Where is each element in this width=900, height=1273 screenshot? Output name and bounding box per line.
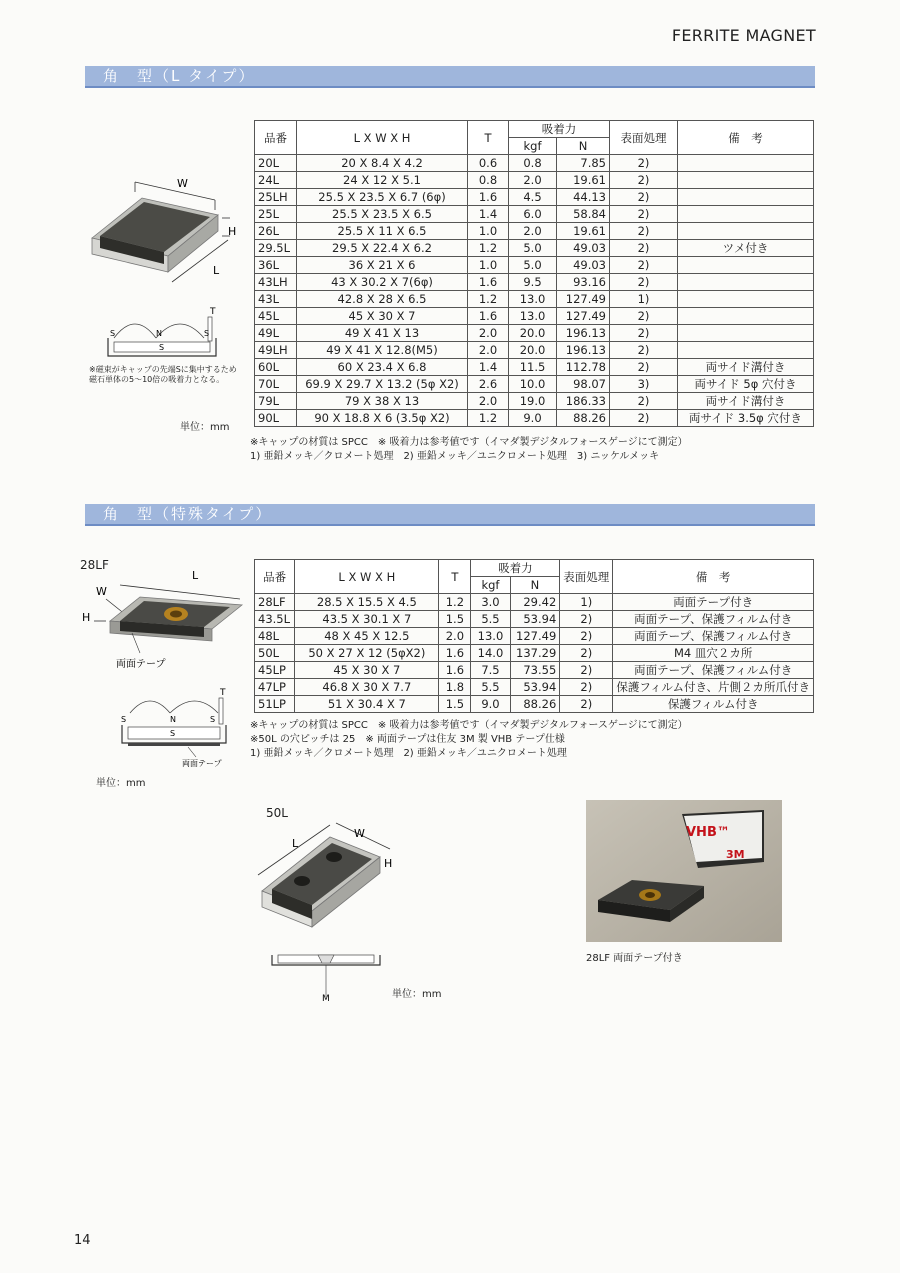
- cell-part-no: 24L: [255, 172, 297, 189]
- section2-note-2: ※50L の穴ピッチは 25 ※ 両面テープは住友 3M 製 VHB テープ仕様: [250, 734, 565, 745]
- cell-remarks: 両サイド 5φ 穴付き: [678, 376, 814, 393]
- cell-force-n: 93.16: [557, 274, 610, 291]
- table-row: [255, 308, 814, 325]
- s2-header-surface: 表面処理: [560, 560, 613, 594]
- photo-brand-text: 3M: [726, 848, 745, 861]
- cell-force-kgf: 3.0: [471, 594, 510, 611]
- cell-surface-code: 2): [560, 628, 613, 645]
- cell-part-no: 47LP: [255, 679, 295, 696]
- cell-part-no: 43L: [255, 291, 297, 308]
- cell-part-no: 70L: [255, 376, 297, 393]
- table-row: [255, 645, 814, 662]
- cell-part-no: 90L: [255, 410, 297, 427]
- 28lf-dim-h: H: [82, 611, 91, 624]
- cell-t-value: 1.5: [439, 696, 471, 713]
- cell-remarks: [678, 155, 814, 172]
- cell-t-value: 1.6: [468, 189, 509, 206]
- header-force: 吸着力: [509, 121, 610, 138]
- 50l-dim-h: H: [384, 857, 393, 870]
- cell-t-value: 2.0: [468, 393, 509, 410]
- cell-t-value: 1.2: [468, 291, 509, 308]
- header-t: T: [468, 121, 509, 155]
- cell-remarks: [678, 308, 814, 325]
- 28lf-dim-l: L: [192, 569, 199, 582]
- cell-dimensions: 48 X 45 X 12.5: [295, 628, 439, 645]
- cell-force-kgf: 2.0: [509, 172, 557, 189]
- table-row: [255, 342, 814, 359]
- cell-force-n: 88.26: [557, 410, 610, 427]
- figure-28lf-label: 28LF: [80, 558, 109, 572]
- cell-force-kgf: 5.0: [509, 240, 557, 257]
- cell-remarks: 両面テープ付き: [613, 594, 814, 611]
- cell-surface-code: 2): [610, 223, 678, 240]
- table-row: [255, 376, 814, 393]
- cell-force-kgf: 13.0: [471, 628, 510, 645]
- cell-surface-code: 1): [560, 594, 613, 611]
- cell-dimensions: 25.5 X 23.5 X 6.7 (6φ): [297, 189, 468, 206]
- cell-dimensions: 20 X 8.4 X 4.2: [297, 155, 468, 172]
- cell-force-n: 127.49: [557, 308, 610, 325]
- table-row: [255, 662, 814, 679]
- table-row: [255, 594, 814, 611]
- cell-force-kgf: 19.0: [509, 393, 557, 410]
- 28lf-flux-t: T: [220, 688, 226, 698]
- cell-dimensions: 43 X 30.2 X 7(6φ): [297, 274, 468, 291]
- table-row: [255, 291, 814, 308]
- cell-dimensions: 24 X 12 X 5.1: [297, 172, 468, 189]
- 28lf-product-photo: [586, 800, 782, 942]
- cell-t-value: 1.0: [468, 223, 509, 240]
- cell-surface-code: 2): [560, 611, 613, 628]
- s2-header-part-no: 品番: [255, 560, 295, 594]
- 28lf-tape-label: 両面テープ: [116, 659, 166, 670]
- cell-part-no: 20L: [255, 155, 297, 172]
- header-title: FERRITE MAGNET: [671, 26, 816, 45]
- cell-remarks: 保護フィルム付き、片側２カ所爪付き: [613, 679, 814, 696]
- cell-remarks: [678, 172, 814, 189]
- 28lf-flux-s-left: S: [121, 715, 127, 724]
- cell-remarks: ツメ付き: [678, 240, 814, 257]
- flux-s-right: S: [204, 329, 210, 338]
- s2-header-t: T: [439, 560, 471, 594]
- cell-t-value: 2.6: [468, 376, 509, 393]
- 28lf-diagram: [80, 565, 250, 675]
- 50l-dim-w: W: [354, 827, 365, 840]
- cell-dimensions: 90 X 18.8 X 6 (3.5φ X2): [297, 410, 468, 427]
- flux-s-bottom: S: [159, 343, 165, 352]
- table-row: [255, 410, 814, 427]
- dim-l-label: L: [213, 264, 220, 277]
- cell-t-value: 2.0: [439, 628, 471, 645]
- cell-surface-code: 2): [610, 325, 678, 342]
- cell-t-value: 1.2: [468, 410, 509, 427]
- cell-part-no: 49LH: [255, 342, 297, 359]
- cell-part-no: 28LF: [255, 594, 295, 611]
- cell-dimensions: 50 X 27 X 12 (5φX2): [295, 645, 439, 662]
- cell-remarks: 両面テープ、保護フィルム付き: [613, 611, 814, 628]
- cell-force-kgf: 5.5: [471, 611, 510, 628]
- cell-force-n: 98.07: [557, 376, 610, 393]
- cell-t-value: 0.8: [468, 172, 509, 189]
- cell-t-value: 1.6: [439, 645, 471, 662]
- cell-force-n: 127.49: [557, 291, 610, 308]
- section1-note-1: ※キャップの材質は SPCC ※ 吸着力は参考値です（イマダ製デジタルフォースゲージにて測定）: [250, 437, 688, 448]
- cell-force-n: 53.94: [510, 679, 560, 696]
- cell-force-kgf: 4.5: [509, 189, 557, 206]
- cell-force-n: 19.61: [557, 172, 610, 189]
- cell-t-value: 1.2: [468, 240, 509, 257]
- section2-note-1: ※キャップの材質は SPCC ※ 吸着力は参考値です（イマダ製デジタルフォースゲージにて測定）: [250, 720, 688, 731]
- cell-part-no: 26L: [255, 223, 297, 240]
- cell-force-kgf: 20.0: [509, 342, 557, 359]
- 50l-dim-l: L: [292, 837, 299, 850]
- cell-force-n: 49.03: [557, 240, 610, 257]
- header-surface: 表面処理: [610, 121, 678, 155]
- 28lf-flux-diagram: [100, 685, 255, 770]
- s2-header-dims: L X W X H: [295, 560, 439, 594]
- cell-dimensions: 79 X 38 X 13: [297, 393, 468, 410]
- table-row: [255, 257, 814, 274]
- cell-surface-code: 2): [610, 410, 678, 427]
- unit-label-1: 単位：mm: [180, 422, 230, 433]
- cell-dimensions: 45 X 30 X 7: [295, 662, 439, 679]
- table-row: [255, 393, 814, 410]
- cell-dimensions: 25.5 X 23.5 X 6.5: [297, 206, 468, 223]
- cell-force-kgf: 20.0: [509, 325, 557, 342]
- cell-t-value: 1.6: [439, 662, 471, 679]
- section-title-l-type: 角 型（L タイプ）: [85, 66, 815, 88]
- cell-remarks: 両面テープ、保護フィルム付き: [613, 628, 814, 645]
- cell-force-n: 127.49: [510, 628, 560, 645]
- cell-dimensions: 28.5 X 15.5 X 4.5: [295, 594, 439, 611]
- section2-note-3: 1) 亜鉛メッキ／クロメート処理 2) 亜鉛メッキ／ユニクロメート処理: [250, 748, 567, 759]
- cell-force-kgf: 9.0: [509, 410, 557, 427]
- cell-remarks: [678, 274, 814, 291]
- flux-n-label: N: [156, 329, 162, 338]
- cell-t-value: 1.6: [468, 274, 509, 291]
- l-type-spec-table: [254, 120, 814, 427]
- cell-part-no: 49L: [255, 325, 297, 342]
- cell-force-kgf: 5.0: [509, 257, 557, 274]
- cell-remarks: [678, 223, 814, 240]
- cell-surface-code: 2): [610, 274, 678, 291]
- cell-t-value: 1.5: [439, 611, 471, 628]
- cell-surface-code: 2): [610, 155, 678, 172]
- cell-t-value: 1.6: [468, 308, 509, 325]
- cell-dimensions: 29.5 X 22.4 X 6.2: [297, 240, 468, 257]
- flux-t-label: T: [210, 307, 216, 317]
- cell-force-kgf: 13.0: [509, 291, 557, 308]
- cell-remarks: [678, 189, 814, 206]
- cell-t-value: 1.2: [439, 594, 471, 611]
- cell-dimensions: 45 X 30 X 7: [297, 308, 468, 325]
- table-row: [255, 240, 814, 257]
- section1-note-2: 1) 亜鉛メッキ／クロメート処理 2) 亜鉛メッキ／ユニクロメート処理 3) ニッケルメッキ: [250, 451, 660, 462]
- cell-dimensions: 42.8 X 28 X 6.5: [297, 291, 468, 308]
- cell-force-n: 19.61: [557, 223, 610, 240]
- cell-dimensions: 60 X 23.4 X 6.8: [297, 359, 468, 376]
- header-n: N: [557, 138, 610, 155]
- cell-remarks: M4 皿穴２カ所: [613, 645, 814, 662]
- cell-surface-code: 1): [610, 291, 678, 308]
- cell-dimensions: 69.9 X 29.7 X 13.2 (5φ X2): [297, 376, 468, 393]
- cell-dimensions: 43.5 X 30.1 X 7: [295, 611, 439, 628]
- cell-part-no: 25L: [255, 206, 297, 223]
- cell-force-n: 49.03: [557, 257, 610, 274]
- cell-part-no: 48L: [255, 628, 295, 645]
- 50l-dim-m: M: [322, 994, 330, 1004]
- cell-dimensions: 46.8 X 30 X 7.7: [295, 679, 439, 696]
- cell-force-kgf: 9.0: [471, 696, 510, 713]
- cell-remarks: 両面テープ、保護フィルム付き: [613, 662, 814, 679]
- cell-force-kgf: 7.5: [471, 662, 510, 679]
- cell-part-no: 60L: [255, 359, 297, 376]
- cell-force-kgf: 5.5: [471, 679, 510, 696]
- section-title-special-type: 角 型（特殊タイプ）: [85, 504, 815, 526]
- unit-label-2: 単位：mm: [96, 778, 146, 789]
- cell-surface-code: 2): [610, 172, 678, 189]
- cell-force-n: 58.84: [557, 206, 610, 223]
- cell-force-n: 73.55: [510, 662, 560, 679]
- cell-t-value: 1.4: [468, 206, 509, 223]
- dim-w-label: W: [177, 177, 188, 190]
- cell-remarks: [678, 325, 814, 342]
- flux-s-left: S: [110, 329, 116, 338]
- table-row: [255, 679, 814, 696]
- 28lf-flux-tape-label: 両面テープ: [182, 759, 222, 768]
- dim-h-label: H: [228, 225, 237, 238]
- header-dims: L X W X H: [297, 121, 468, 155]
- table-row: [255, 628, 814, 645]
- special-type-spec-table: [254, 559, 814, 713]
- figure-50l-label: 50L: [266, 806, 288, 820]
- table-row: [255, 172, 814, 189]
- header-part-no: 品番: [255, 121, 297, 155]
- cell-force-n: 186.33: [557, 393, 610, 410]
- cell-surface-code: 2): [610, 240, 678, 257]
- figure-note-line-2: 磁石単体の5～10倍の吸着力となる。: [89, 375, 225, 384]
- table-row: [255, 696, 814, 713]
- l-type-flux-diagram: [100, 300, 225, 362]
- cell-surface-code: 2): [610, 342, 678, 359]
- cell-t-value: 1.4: [468, 359, 509, 376]
- cell-force-n: 196.13: [557, 325, 610, 342]
- cell-surface-code: 2): [610, 308, 678, 325]
- s2-header-kgf: kgf: [471, 577, 510, 594]
- cell-surface-code: 2): [610, 393, 678, 410]
- cell-force-kgf: 11.5: [509, 359, 557, 376]
- table-row: [255, 325, 814, 342]
- cell-remarks: [678, 206, 814, 223]
- cell-dimensions: 36 X 21 X 6: [297, 257, 468, 274]
- cell-surface-code: 2): [560, 645, 613, 662]
- cell-force-kgf: 10.0: [509, 376, 557, 393]
- cell-dimensions: 51 X 30.4 X 7: [295, 696, 439, 713]
- s2-header-remarks: 備 考: [613, 560, 814, 594]
- cell-remarks: [678, 257, 814, 274]
- cell-part-no: 36L: [255, 257, 297, 274]
- s2-header-force: 吸着力: [471, 560, 560, 577]
- cell-force-kgf: 13.0: [509, 308, 557, 325]
- cell-part-no: 79L: [255, 393, 297, 410]
- cell-force-kgf: 14.0: [471, 645, 510, 662]
- table-row: [255, 189, 814, 206]
- table-row: [255, 359, 814, 376]
- cell-surface-code: 2): [610, 189, 678, 206]
- page-number: 14: [74, 1233, 91, 1248]
- cell-force-n: 53.94: [510, 611, 560, 628]
- figure-note-line-1: ※磁束がキャップの先端Sに集中するため: [89, 365, 237, 374]
- cell-part-no: 29.5L: [255, 240, 297, 257]
- cell-force-kgf: 0.8: [509, 155, 557, 172]
- 28lf-flux-s-bottom: S: [170, 729, 176, 738]
- cell-force-n: 112.78: [557, 359, 610, 376]
- cell-force-n: 29.42: [510, 594, 560, 611]
- cell-force-kgf: 2.0: [509, 223, 557, 240]
- cell-t-value: 2.0: [468, 342, 509, 359]
- cell-force-n: 196.13: [557, 342, 610, 359]
- table-row: [255, 611, 814, 628]
- cell-remarks: 保護フィルム付き: [613, 696, 814, 713]
- cell-force-n: 44.13: [557, 189, 610, 206]
- s2-header-n: N: [510, 577, 560, 594]
- table-row: [255, 274, 814, 291]
- cell-surface-code: 2): [560, 679, 613, 696]
- cell-t-value: 0.6: [468, 155, 509, 172]
- cell-surface-code: 2): [610, 257, 678, 274]
- photo-caption: 28LF 両面テープ付き: [586, 953, 683, 964]
- 28lf-flux-s-right: S: [210, 715, 216, 724]
- cell-force-n: 88.26: [510, 696, 560, 713]
- cell-force-n: 137.29: [510, 645, 560, 662]
- cell-dimensions: 49 X 41 X 12.8(M5): [297, 342, 468, 359]
- cell-dimensions: 49 X 41 X 13: [297, 325, 468, 342]
- header-kgf: kgf: [509, 138, 557, 155]
- table-row: [255, 223, 814, 240]
- unit-label-3: 単位：mm: [392, 989, 442, 1000]
- cell-surface-code: 2): [610, 359, 678, 376]
- cell-part-no: 51LP: [255, 696, 295, 713]
- cell-remarks: 両サイド溝付き: [678, 359, 814, 376]
- cell-force-kgf: 6.0: [509, 206, 557, 223]
- cell-surface-code: 2): [560, 662, 613, 679]
- cell-part-no: 50L: [255, 645, 295, 662]
- cell-surface-code: 3): [610, 376, 678, 393]
- cell-t-value: 1.8: [439, 679, 471, 696]
- table-row: [255, 206, 814, 223]
- table-row: [255, 155, 814, 172]
- cell-part-no: 25LH: [255, 189, 297, 206]
- cell-force-n: 7.85: [557, 155, 610, 172]
- cell-remarks: [678, 291, 814, 308]
- cell-part-no: 45L: [255, 308, 297, 325]
- cell-remarks: 両サイド 3.5φ 穴付き: [678, 410, 814, 427]
- l-type-diagram: [80, 170, 250, 300]
- cell-dimensions: 25.5 X 11 X 6.5: [297, 223, 468, 240]
- 28lf-dim-w: W: [96, 585, 107, 598]
- cell-surface-code: 2): [610, 206, 678, 223]
- cell-surface-code: 2): [560, 696, 613, 713]
- cell-remarks: [678, 342, 814, 359]
- 50l-diagram: [250, 815, 420, 1005]
- cell-t-value: 1.0: [468, 257, 509, 274]
- photo-tape-text: VHB™: [686, 825, 730, 840]
- cell-force-kgf: 9.5: [509, 274, 557, 291]
- cell-remarks: 両サイド溝付き: [678, 393, 814, 410]
- header-remarks: 備 考: [678, 121, 814, 155]
- cell-part-no: 43LH: [255, 274, 297, 291]
- cell-t-value: 2.0: [468, 325, 509, 342]
- cell-part-no: 43.5L: [255, 611, 295, 628]
- cell-part-no: 45LP: [255, 662, 295, 679]
- 28lf-flux-n: N: [170, 715, 176, 724]
